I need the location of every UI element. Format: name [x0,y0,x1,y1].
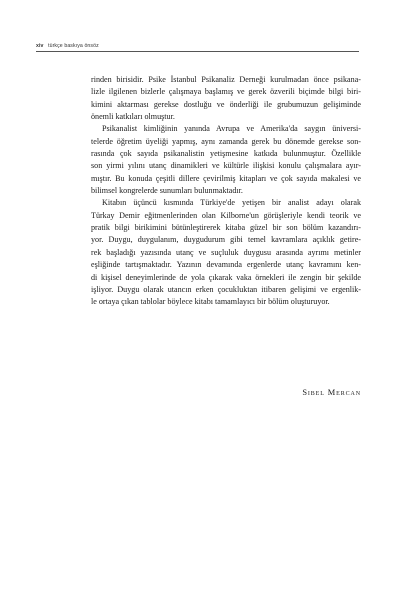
text-line: mıştır. Bu konuda çeşitli dillere çevirilmiş kitapları ve çok sayıda makalesi ve [91,173,361,183]
text-line: önemli katkıları olmuştur. [91,112,175,122]
text-line: Kitabın üçüncü kısmında Türkiye'de yetişen bir analist adayı olarak [102,198,361,208]
text-line: le ortaya çıkan tablolar böylece kitabı tamamlayıcı bir bölüm oluşturuyor. [91,297,330,307]
text-line: telerde öğretim üyeliği yapmış, aynı zamanda gerek bu dönemde gerekse son- [91,136,361,146]
text-line: yor. Duygu, duygulanım, duygudurum gibi temel kavramlara açıklık getire- [91,235,361,245]
text-line: işliyor. Duygu olarak utancın erken çocukluktan itibaren gelişimi ve ergenlik- [91,284,361,294]
paragraph-2 [91,123,361,197]
text-line: rasında çok sayıda psikanalistin yetişmesine katkıda bulunmuştur. Özellikle [91,149,361,159]
running-header [36,43,99,49]
text-line: rinden birisidir. Psike İstanbul Psikanaliz Derneği kurulmadan önce psikana- [91,75,361,84]
page-number: xiv [36,43,44,49]
body-text [91,74,361,309]
text-line: lizle ilgilenen bizlerle çalışmaya başlamış ve gerek özverili biçimde bilgi biri- [91,87,361,97]
text-line: di kişisel deneyimlerinde de yola çıkarak vaka örnekleri ile zengin bir şekilde [91,272,361,282]
paragraph-3 [91,197,361,308]
text-line: eşliğinde tartışmaktadır. Yazının devamında ergenlerde utanç kavramını ken- [91,260,361,270]
text-line: Psikanalist kimliğinin yanında Avrupa ve Amerika'da saygın üniversi- [102,124,361,134]
text-line: pratik bilgi birikimini bütünleştirerek kitaba güzel bir son bölüm kazandırı- [91,223,361,233]
running-title: türkçe baskıya önsöz [48,43,99,49]
text-line: bilimsel kongrelerde sunumları bulunmaktadır. [91,186,243,196]
text-line: rek başladığı yazısında utanç ve suçluluk duygusu arasında ayrımı metinler [91,247,361,257]
author-signature: Sibel Mercan [302,388,361,397]
text-line: kimini aktarması gerekse dostluğu ve önderliği ile grubumuzun gelişiminde [91,99,361,109]
header-rule [36,51,359,52]
paragraph-1 [91,74,361,123]
text-line: son yirmi yılını utanç dinamikleri ve kültürle ilişkisi konulu çalışmalara ayır- [91,161,361,171]
text-line: Türkay Demir eğitmenlerinden olan Kilborne'un görüşleriyle kendi teorik ve [91,210,361,220]
